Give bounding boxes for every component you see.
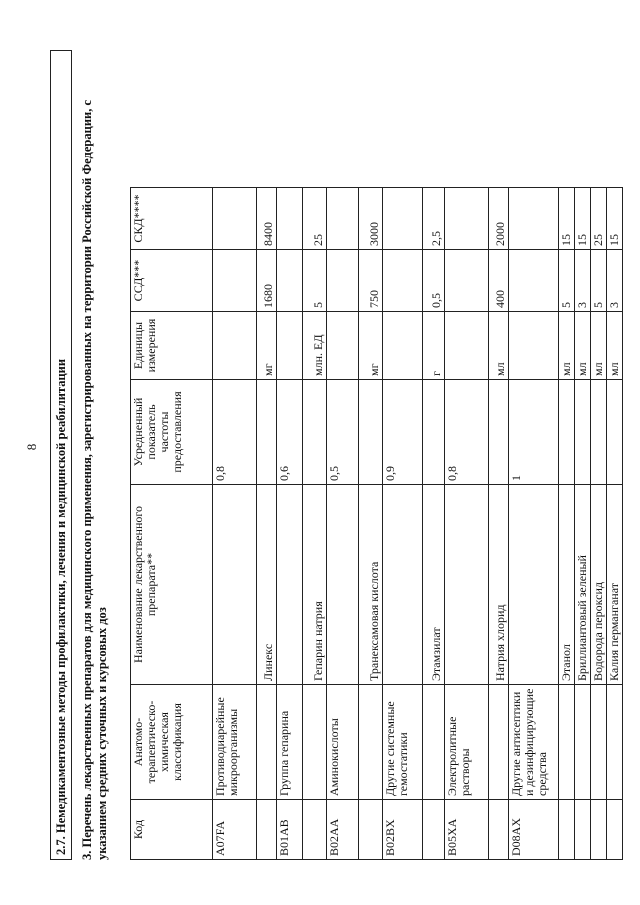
cell-unit xyxy=(277,312,303,380)
cell-name xyxy=(509,485,559,685)
cell-unit: мл xyxy=(559,312,575,380)
cell-name xyxy=(445,485,489,685)
cell-name: Натрия хлорид xyxy=(489,485,509,685)
cell-freq xyxy=(559,380,575,485)
cell-skd: 2,5 xyxy=(423,188,445,250)
cell-ssd xyxy=(383,250,423,312)
cell-unit xyxy=(509,312,559,380)
cell-atc: Аминокислоты xyxy=(327,685,359,800)
cell-skd xyxy=(383,188,423,250)
cell-atc xyxy=(257,685,277,800)
cell-name xyxy=(277,485,303,685)
cell-name xyxy=(327,485,359,685)
cell-skd xyxy=(509,188,559,250)
table-row xyxy=(423,188,445,860)
cell-skd xyxy=(277,188,303,250)
cell-freq: 0,8 xyxy=(213,380,257,485)
cell-atc xyxy=(423,685,445,800)
table-row xyxy=(559,188,575,860)
cell-freq xyxy=(591,380,607,485)
cell-ssd xyxy=(213,250,257,312)
cell-ssd xyxy=(277,250,303,312)
cell-ssd: 5 xyxy=(303,250,327,312)
cell-atc xyxy=(359,685,383,800)
table-row xyxy=(303,188,327,860)
cell-ssd xyxy=(327,250,359,312)
cell-unit xyxy=(445,312,489,380)
cell-freq xyxy=(359,380,383,485)
header-skd: СКД**** xyxy=(131,188,213,250)
cell-freq: 0,6 xyxy=(277,380,303,485)
cell-code xyxy=(423,800,445,860)
cell-skd xyxy=(213,188,257,250)
header-freq: Усредненный показатель частоты предоставления xyxy=(131,380,213,485)
table-header-row xyxy=(131,188,213,860)
table-row xyxy=(213,188,257,860)
cell-unit: мл xyxy=(607,312,623,380)
cell-atc xyxy=(575,685,591,800)
cell-code xyxy=(575,800,591,860)
header-name: Наименование лекарственного препарата** xyxy=(131,485,213,685)
cell-atc xyxy=(559,685,575,800)
cell-name: Водорода пероксид xyxy=(591,485,607,685)
cell-code xyxy=(489,800,509,860)
cell-skd: 25 xyxy=(303,188,327,250)
cell-atc: Противодиарейные микроорганизмы xyxy=(213,685,257,800)
cell-name xyxy=(213,485,257,685)
cell-atc xyxy=(489,685,509,800)
cell-code xyxy=(591,800,607,860)
cell-freq xyxy=(489,380,509,485)
cell-freq xyxy=(257,380,277,485)
cell-unit: мл xyxy=(489,312,509,380)
cell-code xyxy=(359,800,383,860)
cell-freq: 1 xyxy=(509,380,559,485)
cell-code: B05XA xyxy=(445,800,489,860)
table-row xyxy=(383,188,423,860)
table-row xyxy=(445,188,489,860)
cell-atc: Другие системные гемостатики xyxy=(383,685,423,800)
cell-unit xyxy=(383,312,423,380)
cell-ssd: 1680 xyxy=(257,250,277,312)
cell-freq xyxy=(607,380,623,485)
cell-skd: 3000 xyxy=(359,188,383,250)
cell-code xyxy=(559,800,575,860)
cell-name: Транексамовая кислота xyxy=(359,485,383,685)
cell-name: Гепарин натрия xyxy=(303,485,327,685)
cell-ssd: 400 xyxy=(489,250,509,312)
cell-unit: мг xyxy=(257,312,277,380)
cell-ssd xyxy=(445,250,489,312)
header-atc: Анатомо-терапевтическо-химическая классификация xyxy=(131,685,213,800)
section-3-heading: 3. Перечень лекарственных препаратов для медицинского применения, зарегистрированных на территории Российской Федерации, с указанием средних суточных и курсовых доз xyxy=(80,99,109,860)
cell-code: A07FA xyxy=(213,800,257,860)
cell-ssd: 5 xyxy=(591,250,607,312)
cell-freq: 0,9 xyxy=(383,380,423,485)
page-number: 8 xyxy=(24,443,39,451)
cell-freq xyxy=(575,380,591,485)
table-row xyxy=(607,188,623,860)
cell-code: B01AB xyxy=(277,800,303,860)
cell-name: Линекс xyxy=(257,485,277,685)
table-row xyxy=(277,188,303,860)
cell-name xyxy=(383,485,423,685)
header-unit: Единицы измерения xyxy=(131,312,213,380)
cell-code xyxy=(607,800,623,860)
cell-code: D08AX xyxy=(509,800,559,860)
cell-freq xyxy=(423,380,445,485)
cell-unit xyxy=(327,312,359,380)
cell-code xyxy=(303,800,327,860)
cell-unit: мл xyxy=(591,312,607,380)
cell-skd xyxy=(327,188,359,250)
section-2-7-title: 2.7. Немедикаментозные методы профилактики, лечения и медицинской реабилитации xyxy=(50,50,72,860)
cell-skd: 2000 xyxy=(489,188,509,250)
cell-code xyxy=(257,800,277,860)
cell-skd: 25 xyxy=(591,188,607,250)
table-row xyxy=(509,188,559,860)
table-row xyxy=(359,188,383,860)
cell-unit xyxy=(213,312,257,380)
cell-skd xyxy=(445,188,489,250)
cell-freq: 0,5 xyxy=(327,380,359,485)
cell-unit: млн. ЕД xyxy=(303,312,327,380)
cell-skd: 15 xyxy=(559,188,575,250)
cell-ssd: 750 xyxy=(359,250,383,312)
cell-name: Этанол xyxy=(559,485,575,685)
header-code: Код xyxy=(131,800,213,860)
cell-unit: мг xyxy=(359,312,383,380)
table-row xyxy=(575,188,591,860)
cell-code: B02AA xyxy=(327,800,359,860)
cell-unit: г xyxy=(423,312,445,380)
rotated-page-content xyxy=(50,50,630,860)
cell-skd: 15 xyxy=(607,188,623,250)
table-row xyxy=(257,188,277,860)
cell-freq xyxy=(303,380,327,485)
cell-ssd: 3 xyxy=(575,250,591,312)
header-ssd: ССД*** xyxy=(131,250,213,312)
cell-ssd: 5 xyxy=(559,250,575,312)
cell-atc: Другие антисептики и дезинфицирующие средства xyxy=(509,685,559,800)
cell-ssd xyxy=(509,250,559,312)
cell-name: Этамзилат xyxy=(423,485,445,685)
cell-ssd: 0,5 xyxy=(423,250,445,312)
table-row xyxy=(591,188,607,860)
cell-atc: Электролитные растворы xyxy=(445,685,489,800)
cell-ssd: 3 xyxy=(607,250,623,312)
cell-name: Бриллиантовый зеленый xyxy=(575,485,591,685)
cell-atc xyxy=(591,685,607,800)
cell-freq: 0,8 xyxy=(445,380,489,485)
drug-table xyxy=(130,187,623,860)
cell-code: B02BX xyxy=(383,800,423,860)
cell-unit: мл xyxy=(575,312,591,380)
cell-atc xyxy=(303,685,327,800)
cell-skd: 8400 xyxy=(257,188,277,250)
table-row xyxy=(327,188,359,860)
cell-atc: Группа гепарина xyxy=(277,685,303,800)
cell-name: Калия перманганат xyxy=(607,485,623,685)
cell-skd: 15 xyxy=(575,188,591,250)
cell-atc xyxy=(607,685,623,800)
table-row xyxy=(489,188,509,860)
